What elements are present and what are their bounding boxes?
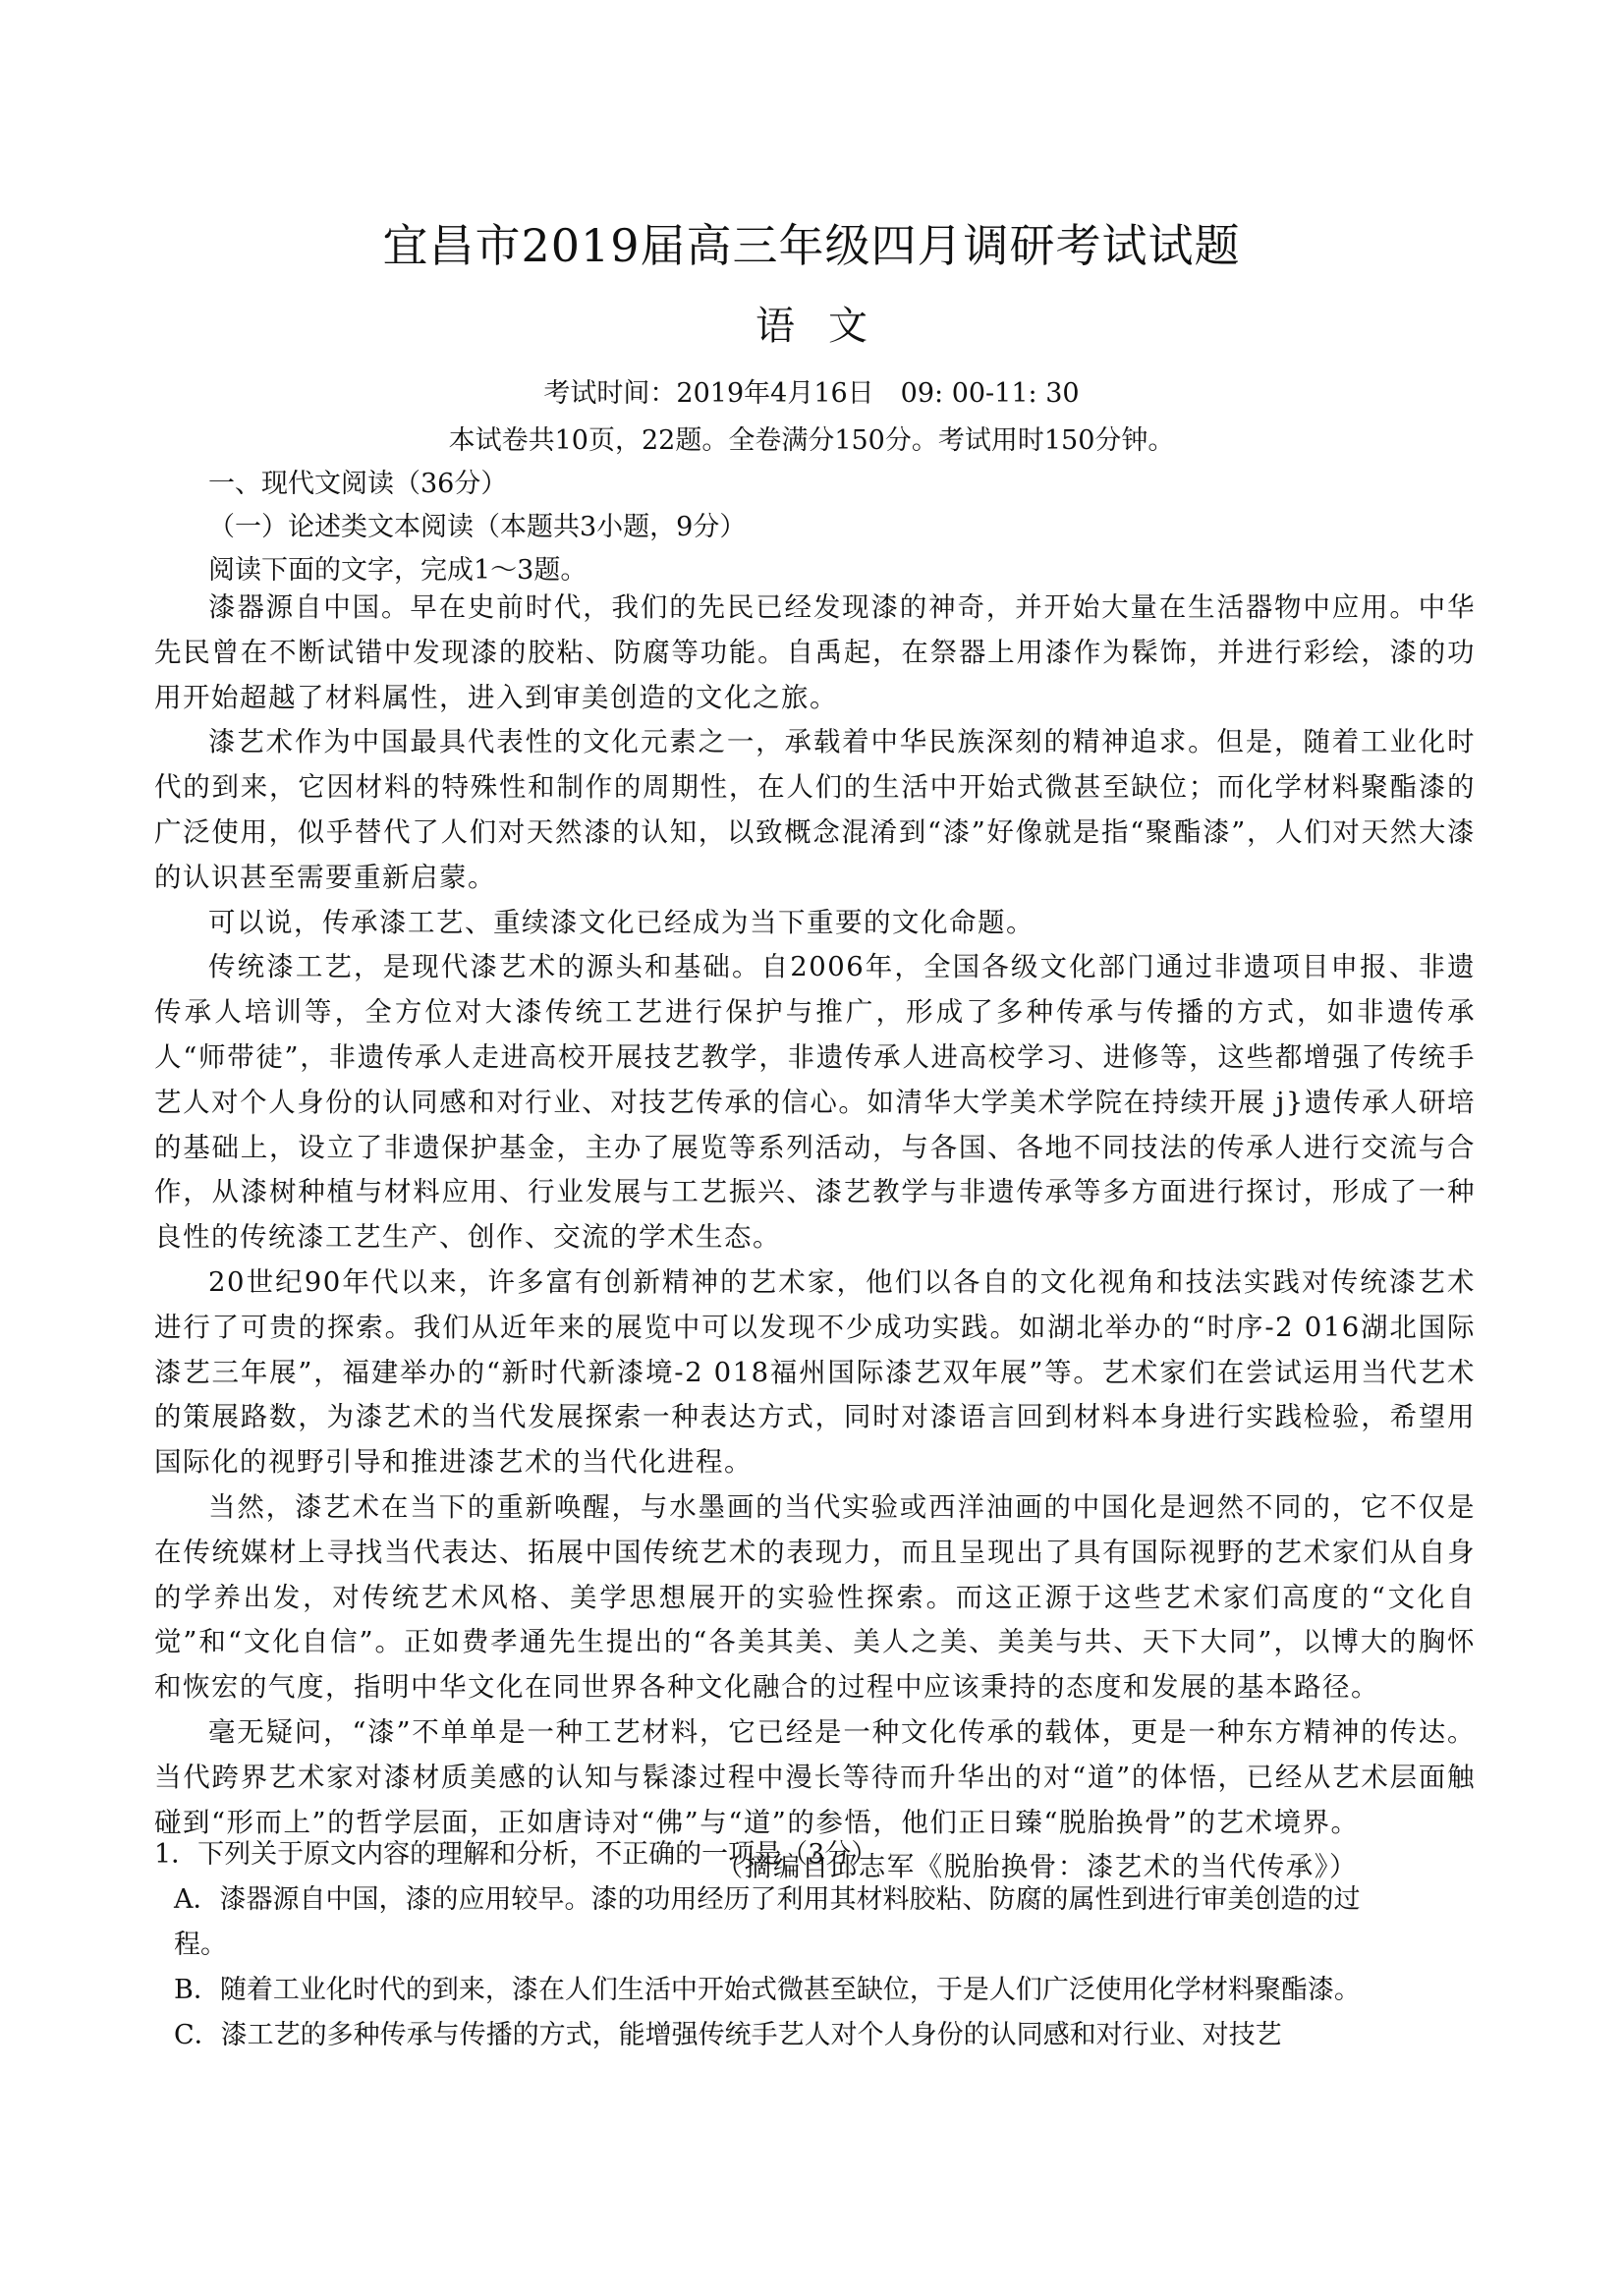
passage-paragraph: 20世纪90年代以来，许多富有创新精神的艺术家，他们以各自的文化视角和技法实践对传统漆艺术进行了可贵的探索。我们从近年来的展览中可以发现不少成功实践。如湖北举办的“时序-2 016湖北国际漆艺三年展”，福建举办的“新时代新漆境-2 018福州国际漆艺双年展”等。艺术家们在尝试运用当代艺术的策展路数，为漆艺术的当代发展探索一种表达方式，同时对漆语言回到材料本身进行实践检验，希望用国际化的视野引导和推进漆艺术的当代化进程。 xyxy=(154,1265,1476,1479)
subject-title: 语文 xyxy=(756,304,901,349)
option-b: B．随着工业化时代的到来，漆在人们生活中开始式微甚至缺位，于是人们广泛使用化学材料聚酯漆。 xyxy=(174,1975,1361,2005)
section-heading: 一、现代文阅读（36分） xyxy=(208,469,508,499)
exam-time: 考试时间：2019年4月16日 09: 00-11: 30 xyxy=(543,378,1080,409)
exam-title: 宜昌市2019届高三年级四月调研考试试题 xyxy=(382,219,1241,272)
option-a: A．漆器源自中国，漆的应用较早。漆的功用经历了利用其材料胶粘、防腐的属性到进行审美创造的过程。 xyxy=(174,1884,1361,1960)
subsection-heading: （一）论述类文本阅读（本题共3小题，9分） xyxy=(208,512,747,542)
passage-source: （摘编自邱志军《脱胎换骨：漆艺术的当代传承》） xyxy=(715,1851,1358,1883)
passage-paragraph: 传统漆工艺，是现代漆艺术的源头和基础。自2006年，全国各级文化部门通过非遗项目申报、非遗传承人培训等，全方位对大漆传统工艺进行保护与推广，形成了多种传承与传播的方式，如非遗传承人“师带徒”，非遗传承人走进高校开展技艺教学，非遗传承人进高校学习、进修等，这些都增强了传统手艺人对个人身份的认同感和对行业、对技艺传承的信心。如清华大学美术学院在持续开展 j}遗传承人研培的基础上，设立了非遗保护基金，主办了展览等系列活动，与各国、各地不同技法的传承人进行交流与合作，从漆树种植与材料应用、行业发展与工艺振兴、漆艺教学与非遗传承等多方面进行探讨，形成了一种良性的传统漆工艺生产、创作、交流的学术生态。 xyxy=(154,951,1476,1254)
passage-paragraph: 可以说，传承漆工艺、重续漆文化已经成为当下重要的文化命题。 xyxy=(208,906,1035,938)
passage-paragraph: 漆器源自中国。早在史前时代，我们的先民已经发现漆的神奇，并开始大量在生活器物中应用。中华先民曾在不断试错中发现漆的胶粘、防腐等功能。自禹起，在祭器上用漆作为髹饰，并进行彩绘，漆的功用开始超越了材料属性，进入到审美创造的文化之旅。 xyxy=(154,591,1476,713)
question-1 xyxy=(154,1832,1476,2058)
option-c: C．漆工艺的多种传承与传播的方式，能增强传统手艺人对个人身份的认同感和对行业、对技艺 xyxy=(174,2020,1282,2050)
passage-paragraph: 毫无疑问，“漆”不单单是一种工艺材料，它已经是一种文化传承的载体，更是一种东方精神的传达。当代跨界艺术家对漆材质美感的认知与髹漆过程中漫长等待而升华出的对“道”的体悟，已经从艺术层面触碰到“形而上”的哲学层面，正如唐诗对“佛”与“道”的参悟，他们正日臻“脱胎换骨”的艺术境界。 xyxy=(154,1715,1476,1838)
exam-note: 本试卷共10页，22题。全卷满分150分。考试用时150分钟。 xyxy=(448,425,1175,456)
passage-paragraph: 当然，漆艺术在当下的重新唤醒，与水墨画的当代实验或西洋油画的中国化是迥然不同的，它不仅是在传统媒材上寻找当代表达、拓展中国传统艺术的表现力，而且呈现出了具有国际视野的艺术家们从自身的学养出发，对传统艺术风格、美学思想展开的实验性探索。而这正源于这些艺术家们高度的“文化自觉”和“文化自信”。正如费孝通先生提出的“各美其美、美人之美、美美与共、天下大同”，以博大的胸怀和恢宏的气度，指明中华文化在同世界各种文化融合的过程中应该秉持的态度和发展的基本路径。 xyxy=(154,1490,1476,1704)
reading-instruction: 阅读下面的文字，完成1～3题。 xyxy=(208,555,588,586)
question-stem: 1．下列关于原文内容的理解和分析，不正确的一项是（3分） xyxy=(154,1839,878,1870)
reading-passage xyxy=(154,586,1476,1890)
passage-paragraph: 漆艺术作为中国最具代表性的文化元素之一，承载着中华民族深刻的精神追求。但是，随着工业化时代的到来，它因材料的特殊性和制作的周期性，在人们的生活中开始式微甚至缺位；而化学材料聚酯漆的广泛使用，似乎替代了人们对天然漆的认知，以致概念混淆到“漆”好像就是指“聚酯漆”，人们对天然大漆的认识甚至需要重新启蒙。 xyxy=(154,726,1476,893)
